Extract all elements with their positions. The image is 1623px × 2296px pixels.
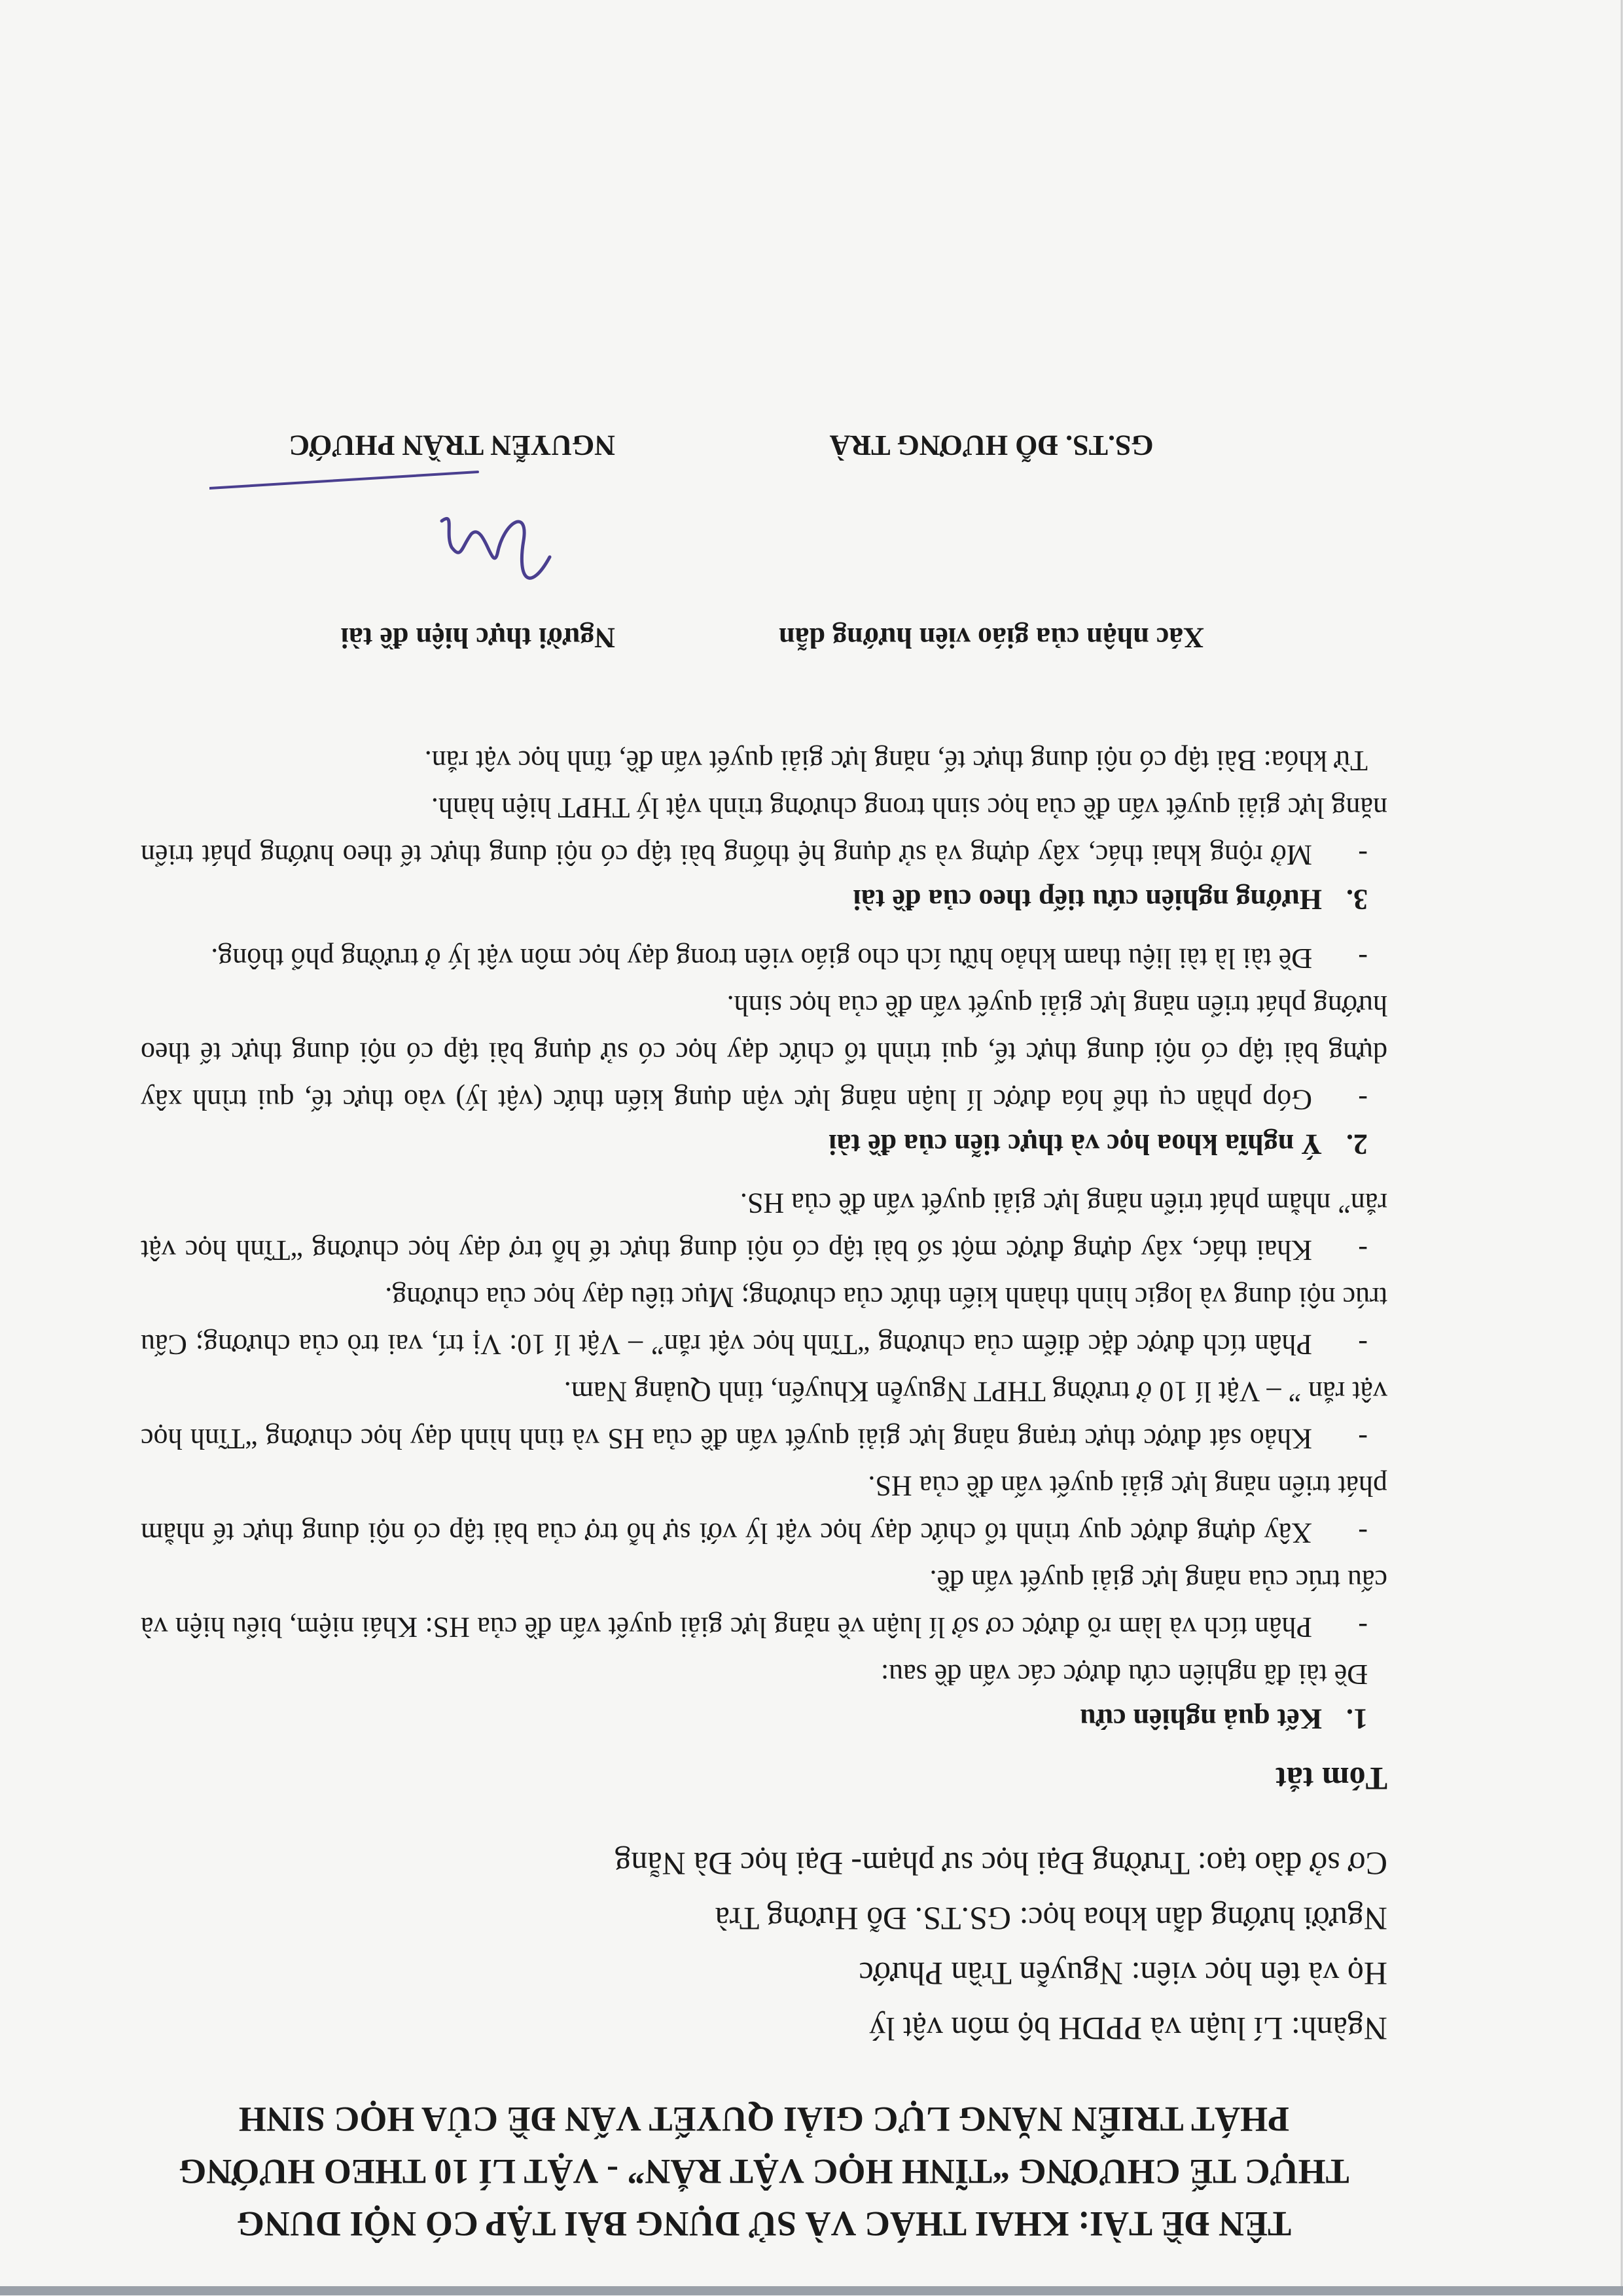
thesis-meta [141, 1839, 1387, 2054]
signature-block [141, 384, 1387, 658]
title-line-1: TÊN ĐỀ TÀI: KHAI THÁC VÀ SỬ DỤNG BÀI TẬP CÓ NỘI DUNG [236, 2204, 1292, 2244]
section-1-title: Kết quả nghiên cứu [1080, 1703, 1322, 1735]
section-3-heading [141, 878, 1368, 920]
advisor-signature-name: GS.TS. ĐỖ HƯƠNG TRÀ [829, 429, 1154, 461]
section-2-item: -Đề tài là tài liệu tham khảo hữu ích cho giáo viên trong dạy học môn vật lý ở trường phổ thông. [211, 942, 1368, 975]
title-line-2: THỰC TẾ CHƯƠNG “TĨNH HỌC VẬT RẮN” - VẬT LÍ 10 THEO HƯỚNG [179, 2152, 1349, 2191]
advisor-line: Người hướng dẫn khoa học: GS.TS. Đỗ Hương Trà [715, 1901, 1387, 1937]
section-1-item: -Xây dựng được quy trình tổ chức dạy học vật lý với sự hỗ trợ của bài tập có nội dung thực tế nhằm phát triển năng lực giải quyết vấn đề của HS. [141, 1470, 1387, 1549]
student-line: Họ và tên học viên: Nguyễn Trần Phước [859, 1956, 1387, 1992]
advisor-signature [779, 429, 1204, 658]
handwritten-signature-icon [209, 462, 576, 619]
section-3-title: Hướng nghiên cứu tiếp theo của đề tài [853, 884, 1322, 916]
section-1-item: -Phân tích được đặc điểm của chương “Tĩnh học vật rắn” – Vật lí 10: Vị trí, vai trò của chương; Cấu trúc nội dung và logic hình thành kiến thức của chương; Mục tiêu dạy học của chương. [141, 1282, 1387, 1361]
institution-line: Cơ sở đào tạo: Trường Đại học sư phạm- Đại học Đà Nẵng [615, 1846, 1387, 1882]
section-2-number: 2. [1346, 1128, 1368, 1160]
section-2-item: -Góp phần cụ thể hóa được lí luận năng lực vận dụng kiến thức (vật lý) vào thực tế, qui trình xây dựng bài tập có nội dung thực tế, qui trình tổ chức dạy học có sử dụng bài tập có nội dung thực tế theo hướng phát triển năng lực giải quyết vấn đề của học sinh. [141, 990, 1387, 1116]
section-1-item: -Khai thác, xây dựng được một số bài tập có nội dung thực tế hỗ trợ dạy học chương “Tĩnh học vật rắn” nhằm phát triển năng lực giải quyết vấn đề của HS. [141, 1187, 1387, 1266]
keywords-line: Từ khóa: Bài tập có nội dung thực tế, năng lực giải quyết vấn đề, tĩnh học vật rắn. [424, 745, 1368, 777]
section-2-heading [141, 1123, 1368, 1165]
section-1-number: 1. [1346, 1703, 1368, 1735]
advisor-signature-label: Xác nhận của giáo viên hướng dẫn [779, 622, 1204, 654]
thesis-title [141, 2093, 1387, 2250]
document-body [141, 384, 1387, 2250]
section-2-title: Ý nghĩa khoa học và thực tiễn của đề tài [829, 1128, 1322, 1160]
title-line-3: PHÁT TRIỂN NĂNG LỰC GIẢI QUYẾT VẤN ĐỀ CỦA HỌC SINH [238, 2100, 1290, 2139]
section-1-heading [141, 1698, 1368, 1740]
summary-heading: Tóm tắt [1275, 1761, 1387, 1797]
section-1-intro: Đề tài đã nghiên cứu được các vấn đề sau: [880, 1659, 1368, 1691]
author-signature-name: NGUYỄN TRẦN PHƯỚC [289, 429, 615, 461]
author-signature [289, 429, 615, 658]
section-3-item: -Mở rộng khai thác, xây dựng và sử dụng hệ thống bài tập có nội dung thực tế theo hướng phát triển năng lực giải quyết vấn đề của học sinh trong chương trình vật lý THPT hiện hành. [141, 792, 1387, 871]
section-1-item: -Phân tích và làm rõ được cơ sở lí luận về năng lực giải quyết vấn đề của HS: Khái niệm, biểu hiện và cấu trúc của năng lực giải quyết vấn đề. [141, 1564, 1387, 1643]
section-3-number: 3. [1346, 884, 1368, 916]
major-line: Ngành: Lí luận và PPDH bộ môn vật lý [869, 2011, 1387, 2047]
section-1-item: -Khảo sát được thực trạng năng lực giải quyết vấn đề của HS và tình hình dạy học chương “Tĩnh học vật rắn ” – Vật lí 10 ở trường THPT Nguyễn Khuyến, tỉnh Quảng Nam. [141, 1376, 1387, 1455]
author-signature-label: Người thực hiện đề tài [340, 622, 615, 654]
